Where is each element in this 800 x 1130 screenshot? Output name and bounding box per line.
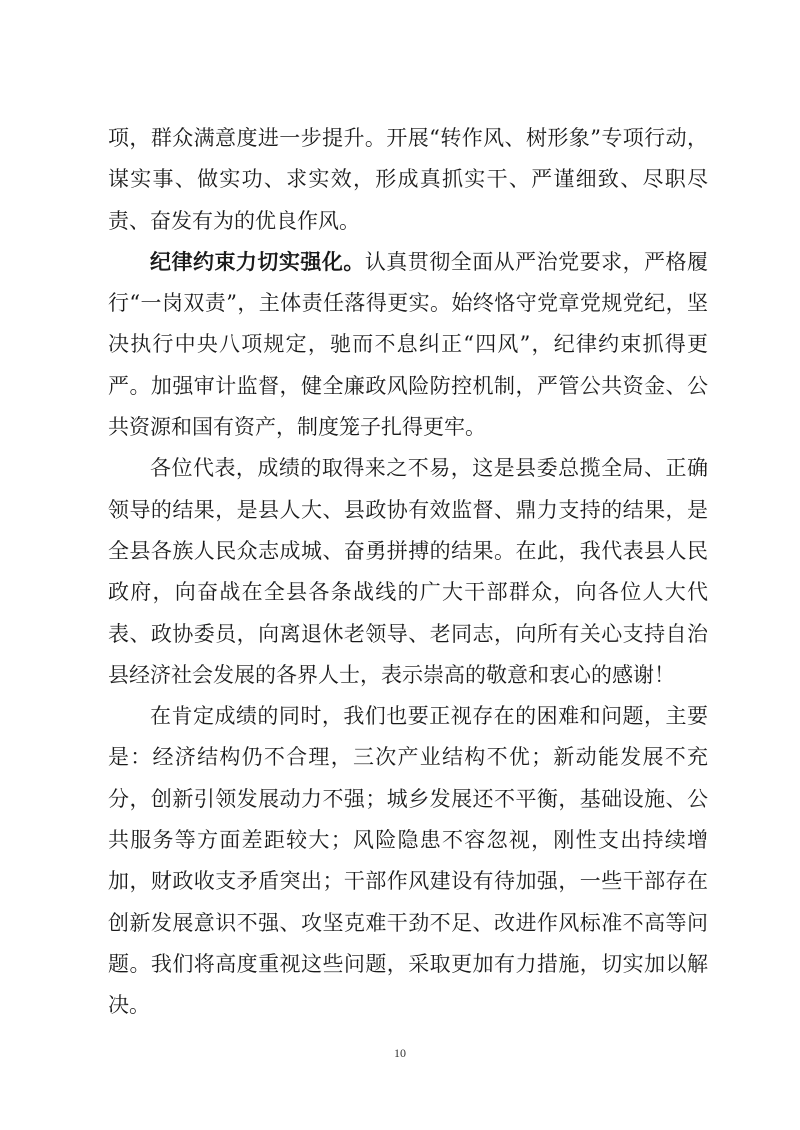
paragraph-bold-lead: 纪律约束力切实强化。 (150, 249, 365, 274)
paragraph-text: 认真贯彻全面从严治党要求，严格履行“一岗双责”，主体责任落得更实。始终恪守党章党规党纪，坚决执行中央八项规定，驰而不息纠正“四风”，纪律约束抓得更严。加强审计监督，健全廉政风险防控机制，严管公共资金、公共资源和国有资产，制度笼子扎得更牢。 (108, 249, 709, 440)
paragraph-thanks (108, 448, 708, 696)
paragraph-problems (108, 696, 708, 1026)
paragraph-text: 项，群众满意度进一步提升。开展“转作风、树形象”专项行动，谋实事、做实功、求实效，形成真抓实干、严谨细致、尽职尽责、奋发有为的优良作风。 (108, 126, 708, 233)
body-text (108, 118, 708, 1027)
paragraph-continuation (108, 118, 708, 242)
page-number: 10 (394, 1046, 406, 1060)
paragraph-discipline (108, 242, 708, 448)
paragraph-text: 各位代表，成绩的取得来之不易，这是县委总揽全局、正确领导的结果，是县人大、县政协有效监督、鼎力支持的结果，是全县各族人民众志成城、奋勇拼搏的结果。在此，我代表县人民政府，向奋战在全县各条战线的广大干部群众，向各位人大代表、政协委员，向离退休老领导、老同志，向所有关心支持自治县经济社会发展的各界人士，表示崇高的敬意和衷心的感谢！ (108, 456, 708, 687)
paragraph-text: 在肯定成绩的同时，我们也要正视存在的困难和问题，主要是：经济结构仍不合理，三次产业结构不优；新动能发展不充分，创新引领发展动力不强；城乡发展还不平衡，基础设施、公共服务等方面差距较大；风险隐患不容忽视，刚性支出持续增加，财政收支矛盾突出；干部作风建设有待加强，一些干部存在创新发展意识不强、攻坚克难干劲不足、改进作风标准不高等问题。我们将高度重视这些问题，采取更加有力措施，切实加以解决。 (108, 704, 708, 1018)
